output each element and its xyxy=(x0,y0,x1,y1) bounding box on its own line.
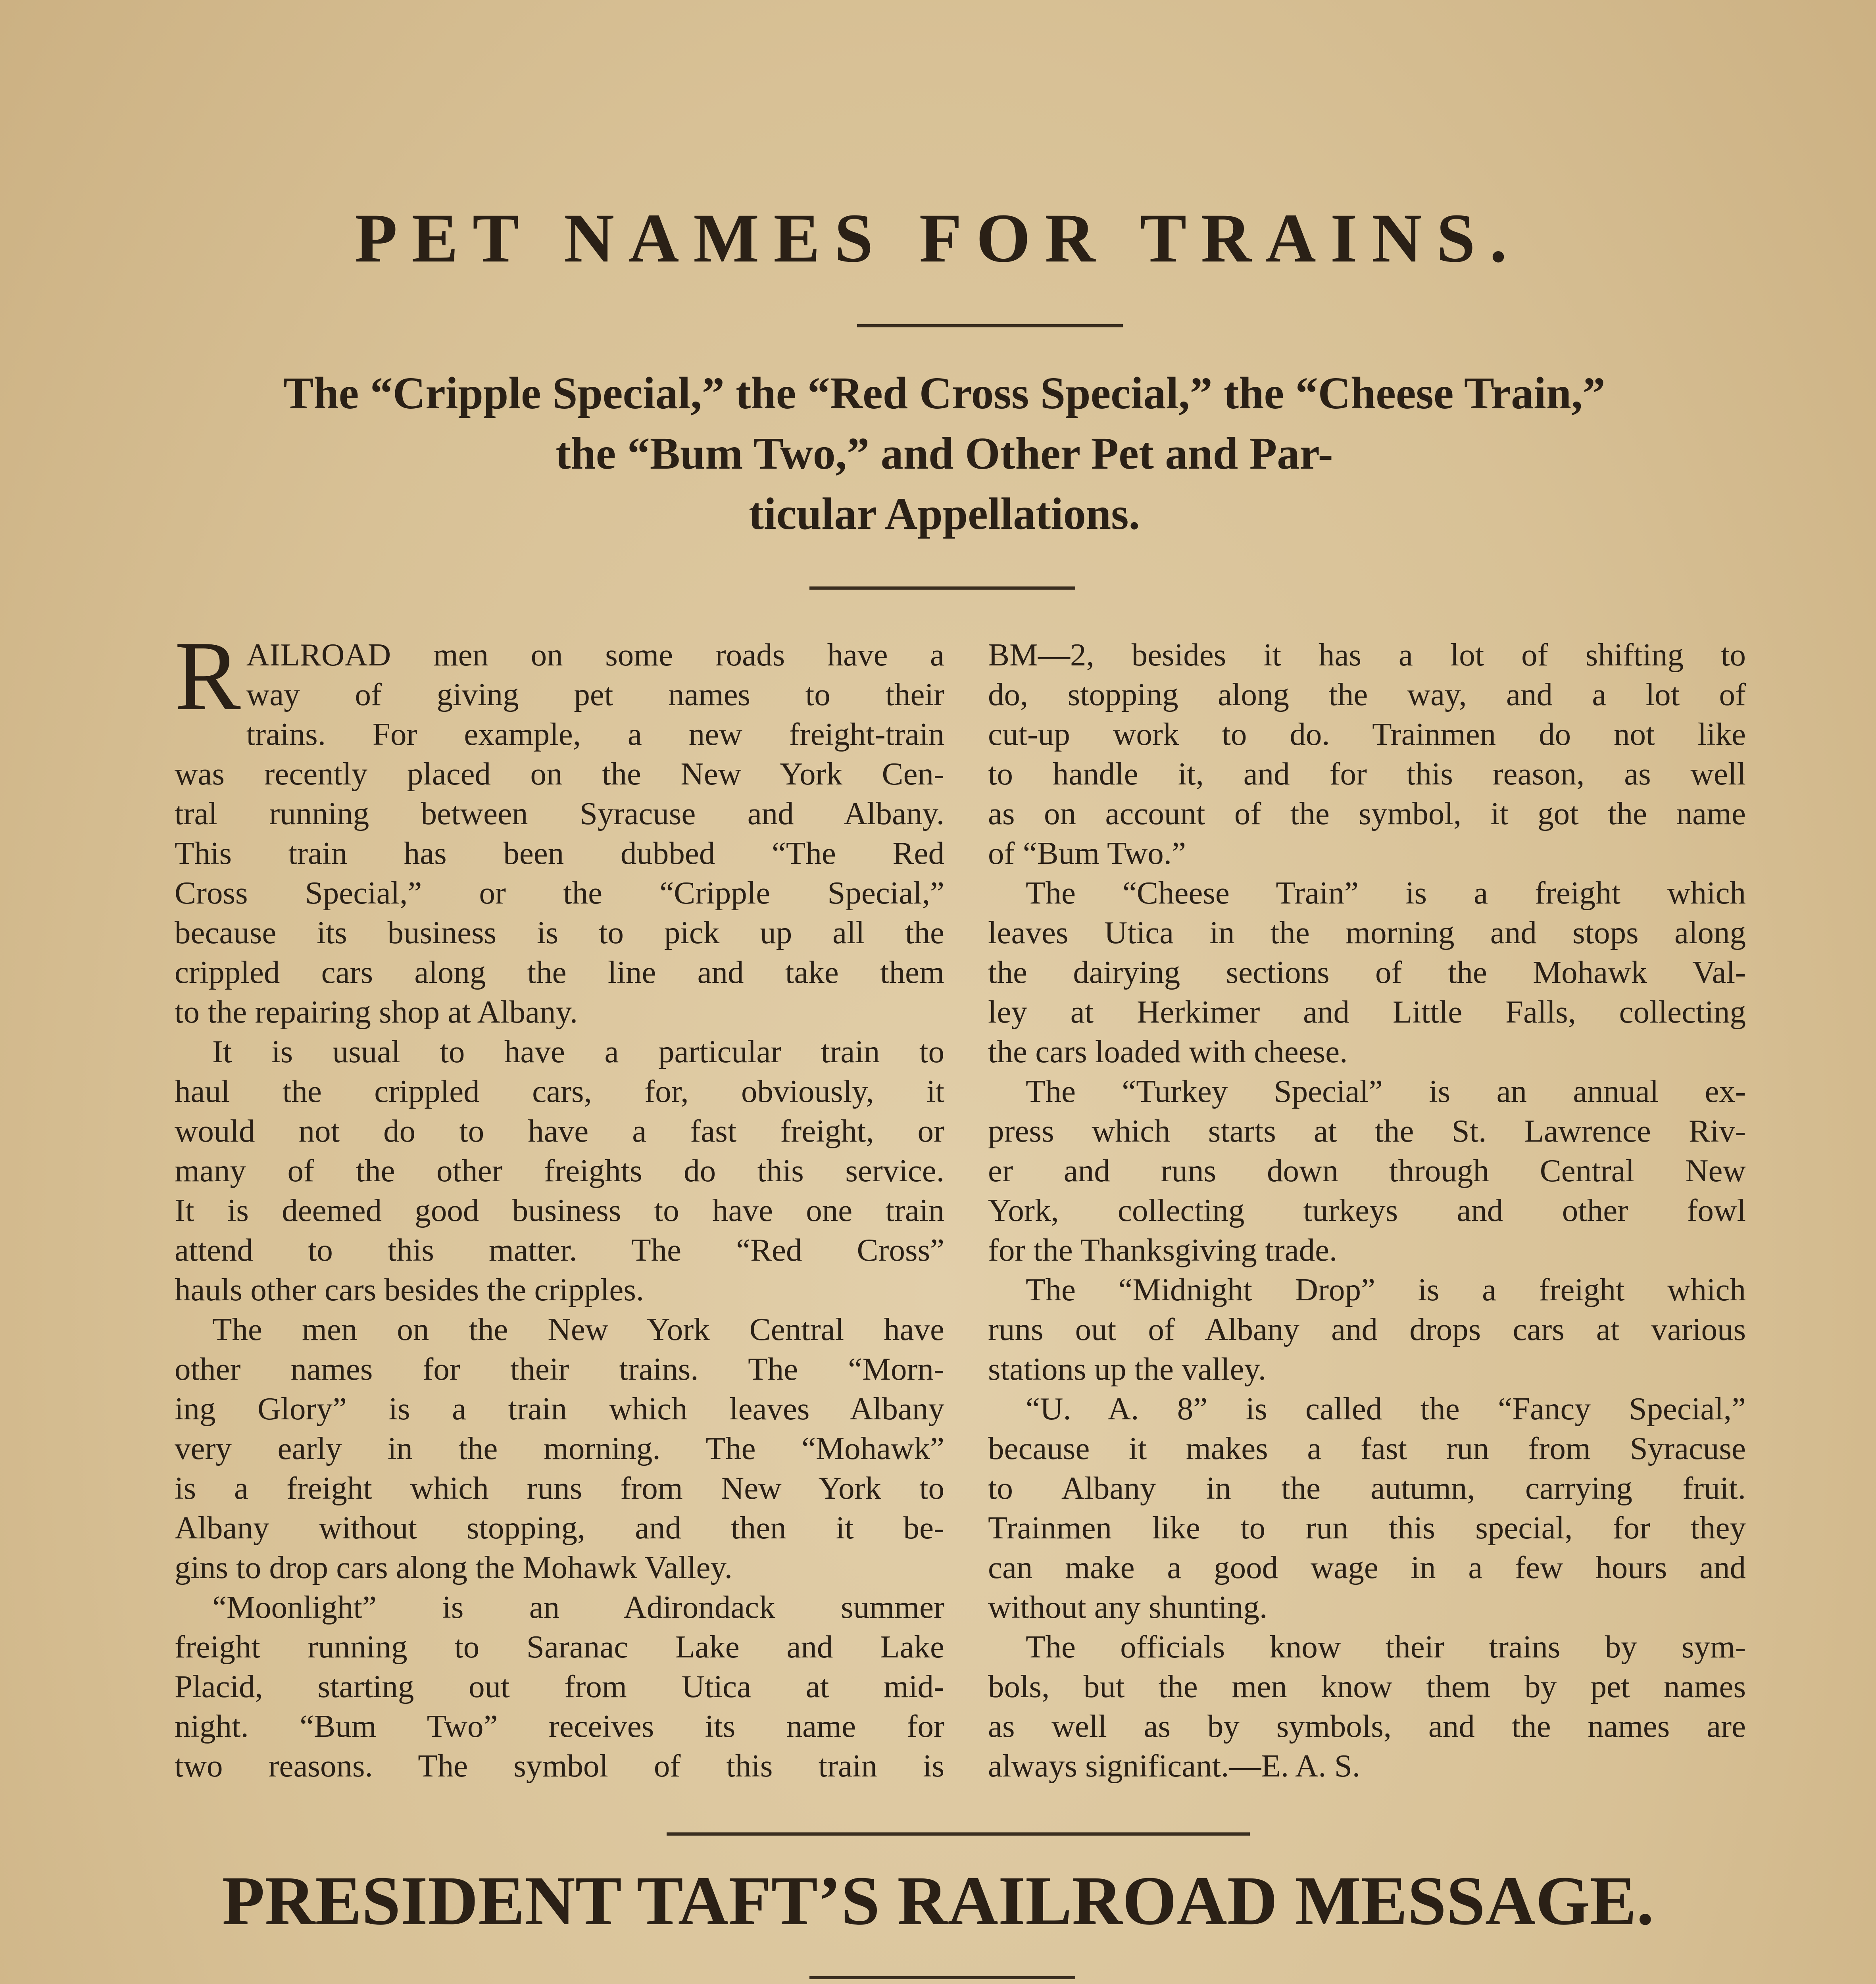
text-line: The “Cheese Train” is a freight which xyxy=(1026,875,1746,911)
text-line: bols, but the men know them by pet names xyxy=(988,1669,1746,1704)
text-line: ing Glory” is a train which leaves Albany xyxy=(175,1391,944,1426)
text-line: because it makes a fast run from Syracuse xyxy=(988,1430,1746,1466)
text-line: The officials know their trains by sym- xyxy=(1026,1629,1746,1665)
text-line: Albany without stopping, and then it be- xyxy=(175,1510,944,1546)
text-line: other names for their trains. The “Morn- xyxy=(175,1351,944,1387)
text-line: the dairying sections of the Mohawk Val- xyxy=(988,954,1746,990)
text-line: as well as by symbols, and the names are xyxy=(988,1708,1746,1744)
text-line: the cars loaded with cheese. xyxy=(988,1034,1348,1069)
text-line: to handle it, and for this reason, as well xyxy=(988,756,1746,792)
article1-subtitle xyxy=(167,363,1722,544)
text-line: for the Thanksgiving trade. xyxy=(988,1232,1338,1268)
text-line: ley at Herkimer and Little Falls, collecting xyxy=(988,994,1746,1030)
text-line: attend to this matter. The “Red Cross” xyxy=(175,1232,944,1268)
text-line: This train has been dubbed “The Red xyxy=(175,835,944,871)
text-line: gins to drop cars along the Mohawk Valley. xyxy=(175,1550,732,1585)
text-line: would not do to have a fast freight, or xyxy=(175,1113,944,1149)
text-line: night. “Bum Two” receives its name for xyxy=(175,1708,944,1744)
text-line: to the repairing shop at Albany. xyxy=(175,994,578,1030)
text-line: trains. For example, a new freight-train xyxy=(246,716,944,752)
text-line: Placid, starting out from Utica at mid- xyxy=(175,1669,944,1704)
text-line: press which starts at the St. Lawrence Riv- xyxy=(988,1113,1746,1149)
text-line: way of giving pet names to their xyxy=(246,677,944,712)
text-line: Trainmen like to run this special, for they xyxy=(988,1510,1746,1546)
text-line: two reasons. The symbol of this train is xyxy=(175,1748,944,1784)
text-line: It is usual to have a particular train to xyxy=(212,1034,944,1069)
text-line: York, collecting turkeys and other fowl xyxy=(988,1192,1746,1228)
text-line: The men on the New York Central have xyxy=(212,1311,944,1347)
text-line: leaves Utica in the morning and stops along xyxy=(988,915,1746,950)
subtitle-rule xyxy=(809,586,1075,590)
title-rule xyxy=(809,1976,1075,1979)
article1-left-column xyxy=(175,621,944,1786)
subtitle-line: the “Bum Two,” and Other Pet and Par- xyxy=(555,428,1333,479)
text-line: “Moonlight” is an Adirondack summer xyxy=(212,1589,944,1625)
text-line: crippled cars along the line and take them xyxy=(175,954,944,990)
text-line: hauls other cars besides the cripples. xyxy=(175,1272,644,1307)
text-line: er and runs down through Central New xyxy=(988,1153,1746,1188)
text-line: of “Bum Two.” xyxy=(988,835,1186,871)
text-line: AILROAD men on some roads have a xyxy=(246,637,944,673)
text-line: runs out of Albany and drops cars at various xyxy=(988,1311,1746,1347)
text-line: “U. A. 8” is called the “Fancy Special,” xyxy=(1026,1391,1746,1426)
subtitle-line: The “Cripple Special,” the “Red Cross Special,” the “Cheese Train,” xyxy=(283,368,1605,418)
title-rule xyxy=(857,324,1123,327)
text-line: It is deemed good business to have one train xyxy=(175,1192,944,1228)
text-line: do, stopping along the way, and a lot of xyxy=(988,677,1746,712)
text-line: cut-up work to do. Trainmen do not like xyxy=(988,716,1746,752)
drop-cap: R xyxy=(175,621,241,731)
text-line: to Albany in the autumn, carrying fruit. xyxy=(988,1470,1746,1506)
text-line: can make a good wage in a few hours and xyxy=(988,1550,1746,1585)
article2-title: PRESIDENT TAFT’S RAILROAD MESSAGE. xyxy=(222,1862,1654,1940)
text-line: always significant.—E. A. S. xyxy=(988,1748,1361,1784)
text-line: very early in the morning. The “Mohawk” xyxy=(175,1430,944,1466)
text-line: The “Midnight Drop” is a freight which xyxy=(1026,1272,1746,1307)
text-line: as on account of the symbol, it got the name xyxy=(988,796,1746,831)
subtitle-line: ticular Appellations. xyxy=(748,488,1140,539)
text-line: because its business is to pick up all the xyxy=(175,915,944,950)
text-line: BM—2, besides it has a lot of shifting to xyxy=(988,637,1746,673)
text-line: haul the crippled cars, for, obviously, it xyxy=(175,1073,944,1109)
article1-right-column xyxy=(988,635,1746,1786)
text-line: stations up the valley. xyxy=(988,1351,1267,1387)
article1-title: PET NAMES FOR TRAINS. xyxy=(354,200,1522,277)
text-line: freight running to Saranac Lake and Lake xyxy=(175,1629,944,1665)
text-line: tral running between Syracuse and Albany. xyxy=(175,796,944,831)
section-rule xyxy=(667,1832,1250,1836)
text-line: many of the other freights do this service. xyxy=(175,1153,944,1188)
text-line: without any shunting. xyxy=(988,1589,1268,1625)
text-line: Cross Special,” or the “Cripple Special,” xyxy=(175,875,944,911)
text-line: was recently placed on the New York Cen- xyxy=(175,756,944,792)
text-line: is a freight which runs from New York to xyxy=(175,1470,944,1506)
text-line: The “Turkey Special” is an annual ex- xyxy=(1026,1073,1746,1109)
